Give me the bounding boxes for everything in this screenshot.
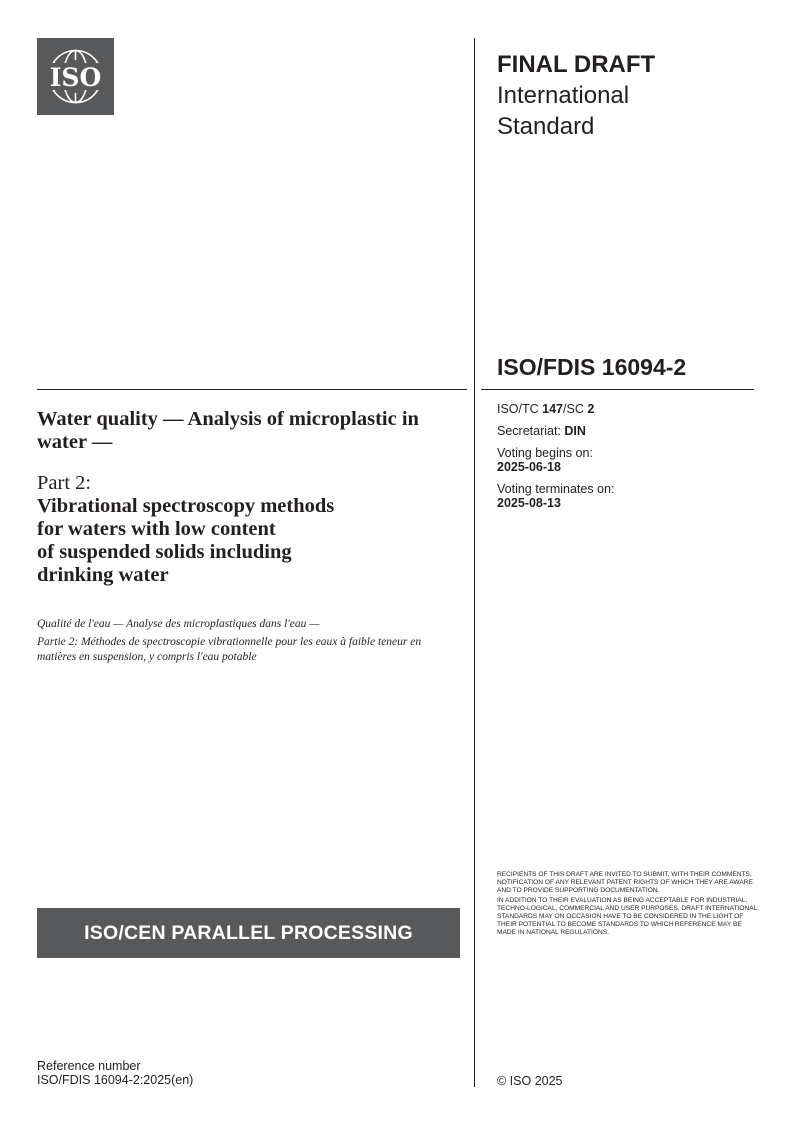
iso-logo xyxy=(37,38,114,115)
voting-begins: Voting begins on: 2025-06-18 xyxy=(497,446,593,474)
iso-globe-icon xyxy=(37,38,114,115)
french-main-title: Qualité de l'eau — Analyse des microplastiques dans l'eau — xyxy=(37,618,320,630)
status-standard: Standard xyxy=(497,113,595,140)
main-title: Water quality — Analysis of microplastic in water — xyxy=(37,408,419,453)
french-title xyxy=(37,617,457,665)
draft-notice xyxy=(497,871,759,939)
notice-paragraph-evaluation: IN ADDITION TO THEIR EVALUATION AS BEING ACCEPTABLE FOR INDUSTRIAL, TECHNO-LOGICAL, COMMERCIAL AND USER PURPOSES, DRAFT INTERNATIONAL STANDARDS MAY ON OCCASION HAVE TO BE CONSIDERED IN THE LIGHT OF THEIR POTENTIAL TO BECOME STANDARDS TO WHICH REFERENCE MAY BE MADE IN NATIONAL REGULATIONS. xyxy=(497,897,758,936)
svg-text:ISO: ISO xyxy=(49,63,102,92)
part-title: Vibrational spectroscopy methods for waters with low content of suspended solids including drinking water xyxy=(37,495,335,586)
notice-paragraph-patent: RECIPIENTS OF THIS DRAFT ARE INVITED TO SUBMIT, WITH THEIR COMMENTS, NOTIFICATION OF ANY RELEVANT PATENT RIGHTS OF WHICH THEY ARE AWARE AND TO PROVIDE SUPPORTING DOCUMENTATION. xyxy=(497,871,753,894)
document-metadata xyxy=(497,402,757,518)
status-international: International xyxy=(497,82,630,109)
status-final-draft: FINAL DRAFT xyxy=(497,51,656,78)
reference-number xyxy=(37,1059,193,1087)
copyright: © ISO 2025 xyxy=(497,1074,563,1088)
committee: ISO/TC 147/SC 2 xyxy=(497,402,595,416)
right-horizontal-rule xyxy=(481,389,754,390)
reference-value: ISO/FDIS 16094-2:2025(en) xyxy=(37,1073,194,1087)
part-label: Part 2: xyxy=(37,472,92,494)
reference-label: Reference number xyxy=(37,1059,141,1073)
vertical-divider xyxy=(474,38,475,1087)
french-part-title: Partie 2: Méthodes de spectroscopie vibrationnelle pour les eaux à faible teneur en matières en suspension, y compris l'eau potable xyxy=(37,636,422,663)
document-number: ISO/FDIS 16094-2 xyxy=(497,354,687,380)
document-status xyxy=(497,49,757,142)
secretariat: Secretariat: DIN xyxy=(497,424,586,438)
parallel-processing-banner: ISO/CEN PARALLEL PROCESSING xyxy=(37,908,460,958)
voting-terminates: Voting terminates on: 2025-08-13 xyxy=(497,482,615,510)
left-horizontal-rule xyxy=(37,389,467,390)
